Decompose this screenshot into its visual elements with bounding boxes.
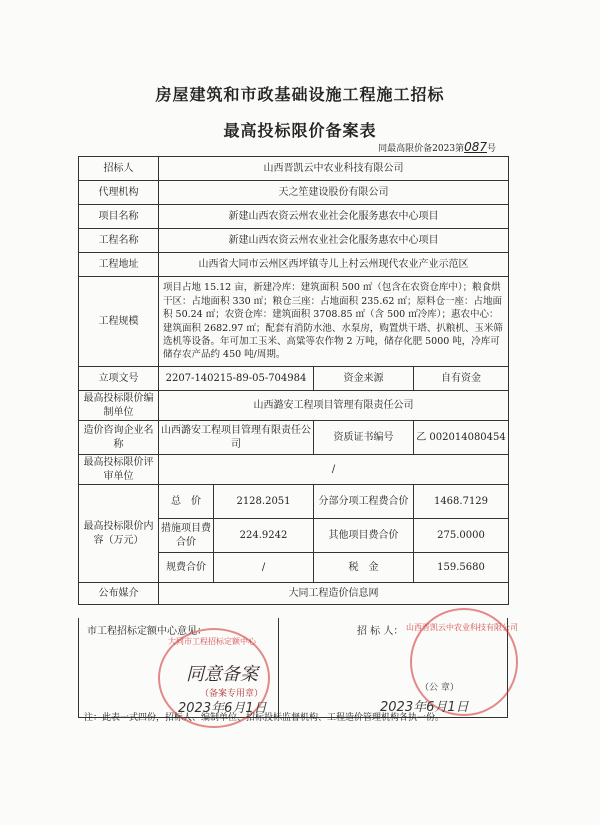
compiler-label: 最高投标限价编制单位 xyxy=(79,391,159,421)
row-consult xyxy=(79,421,509,455)
other-value: 275.0000 xyxy=(414,519,509,553)
title-line-1: 房屋建筑和市政基础设施工程施工招标 xyxy=(155,85,445,104)
engineering-name-label: 工程名称 xyxy=(79,229,159,253)
fee-value: / xyxy=(214,553,314,583)
measure-label: 措施项目费合价 xyxy=(159,519,214,553)
project-name-value: 新建山西农资云州农业社会化服务惠农中心项目 xyxy=(159,205,509,229)
sig-right-title: 招 标 人： xyxy=(357,626,404,637)
review-value: / xyxy=(159,455,509,485)
row-review xyxy=(79,455,509,485)
record-table xyxy=(78,156,509,605)
project-name-label: 项目名称 xyxy=(79,205,159,229)
agent-value: 天之笙建设股份有限公司 xyxy=(159,181,509,205)
row-tenderer xyxy=(79,157,509,181)
official-seal-label: （公 章） xyxy=(420,683,459,693)
tenderer-date: 2023年6月1日 xyxy=(380,700,469,715)
row-compiler xyxy=(79,391,509,421)
record-number-value: 087 xyxy=(464,140,487,154)
tenderer-seal-text: 山西晋凯云中农业科技有限公司 xyxy=(406,623,518,632)
scale-label: 工程规模 xyxy=(79,277,159,367)
tenderer-value: 山西晋凯云中农业科技有限公司 xyxy=(159,157,509,181)
fund-label: 资金来源 xyxy=(314,367,414,391)
fund-value: 自有资金 xyxy=(414,367,509,391)
sig-left-title: 市工程招标定额中心意见： xyxy=(87,626,207,637)
row-approval xyxy=(79,367,509,391)
row-project-name xyxy=(79,205,509,229)
record-prefix: 同最高限价备2023第 xyxy=(378,144,465,154)
other-label: 其他项目费合价 xyxy=(314,519,414,553)
footnote: 注：此表一式四份，招标人、编制单位、招标投标监督机构、工程造价管理机构各执一份。 xyxy=(84,713,445,723)
compiler-value: 山西潞安工程项目管理有限责任公司 xyxy=(159,391,509,421)
row-address xyxy=(79,253,509,277)
address-label: 工程地址 xyxy=(79,253,159,277)
row-engineering-name xyxy=(79,229,509,253)
fee-label: 规费合价 xyxy=(159,553,214,583)
approval-label: 立项文号 xyxy=(79,367,159,391)
row-agent xyxy=(79,181,509,205)
review-label: 最高投标限价评审单位 xyxy=(79,455,159,485)
scale-value: 项目占地 15.12 亩，新建冷库：建筑面积 500 ㎡（包含在农资仓库中）；粮食烘干区：占地面积 330 ㎡；粮仓三座：占地面积 235.62 ㎡；原料仓一座：占地面积 50.24 ㎡；农资仓库：建筑面积 3708.85 ㎡（含 500 ㎡冷库）；惠农中心：建筑面积 2682.97 ㎡；配套有消防水池、水泵房，购置烘干塔、扒粮机、玉米筛选机等设备。年可加工玉米、高粱等农作物 2 万吨，储存化肥 5000 吨，冷库可储存农产品约 450 吨/周期。 xyxy=(159,277,509,367)
record-number xyxy=(378,140,496,154)
address-value: 山西省大同市云州区西坪镇寺儿上村云州现代农业产业示范区 xyxy=(159,253,509,277)
media-value: 大同工程造价信息网 xyxy=(159,583,509,605)
engineering-name-value: 新建山西农资云州农业社会化服务惠农中心项目 xyxy=(159,229,509,253)
total-value: 2128.2051 xyxy=(214,485,314,519)
cert-label: 资质证书编号 xyxy=(314,421,414,455)
total-label: 总 价 xyxy=(159,485,214,519)
record-suffix: 号 xyxy=(486,144,496,154)
agent-label: 代理机构 xyxy=(79,181,159,205)
tenderer-label: 招标人 xyxy=(79,157,159,181)
subitem-value: 1468.7129 xyxy=(414,485,509,519)
cert-value: 乙 002014080454 xyxy=(414,421,509,455)
media-label: 公布媒介 xyxy=(79,583,159,605)
tax-value: 159.5680 xyxy=(414,553,509,583)
tax-label: 税 金 xyxy=(314,553,414,583)
consult-value: 山西潞安工程项目管理有限责任公司 xyxy=(159,421,314,455)
filing-seal-text: 大同市工程招标定额中心 xyxy=(168,637,256,646)
row-scale xyxy=(79,277,509,367)
subitem-label: 分部分项工程费合价 xyxy=(314,485,414,519)
row-total xyxy=(79,485,509,519)
content-label: 最高投标限价内容（万元） xyxy=(79,485,159,583)
consult-label: 造价咨询企业名称 xyxy=(79,421,159,455)
approval-value: 2207-140215-89-05-704984 xyxy=(159,367,314,391)
row-media xyxy=(79,583,509,605)
filing-seal-label: （备案专用章） xyxy=(200,689,264,699)
measure-value: 224.9242 xyxy=(214,519,314,553)
filing-date: 2023年6月1日 xyxy=(178,701,267,716)
title-line-2: 最高投标限价备案表 xyxy=(223,121,377,140)
approval-handwriting: 同意备案 xyxy=(186,664,258,685)
